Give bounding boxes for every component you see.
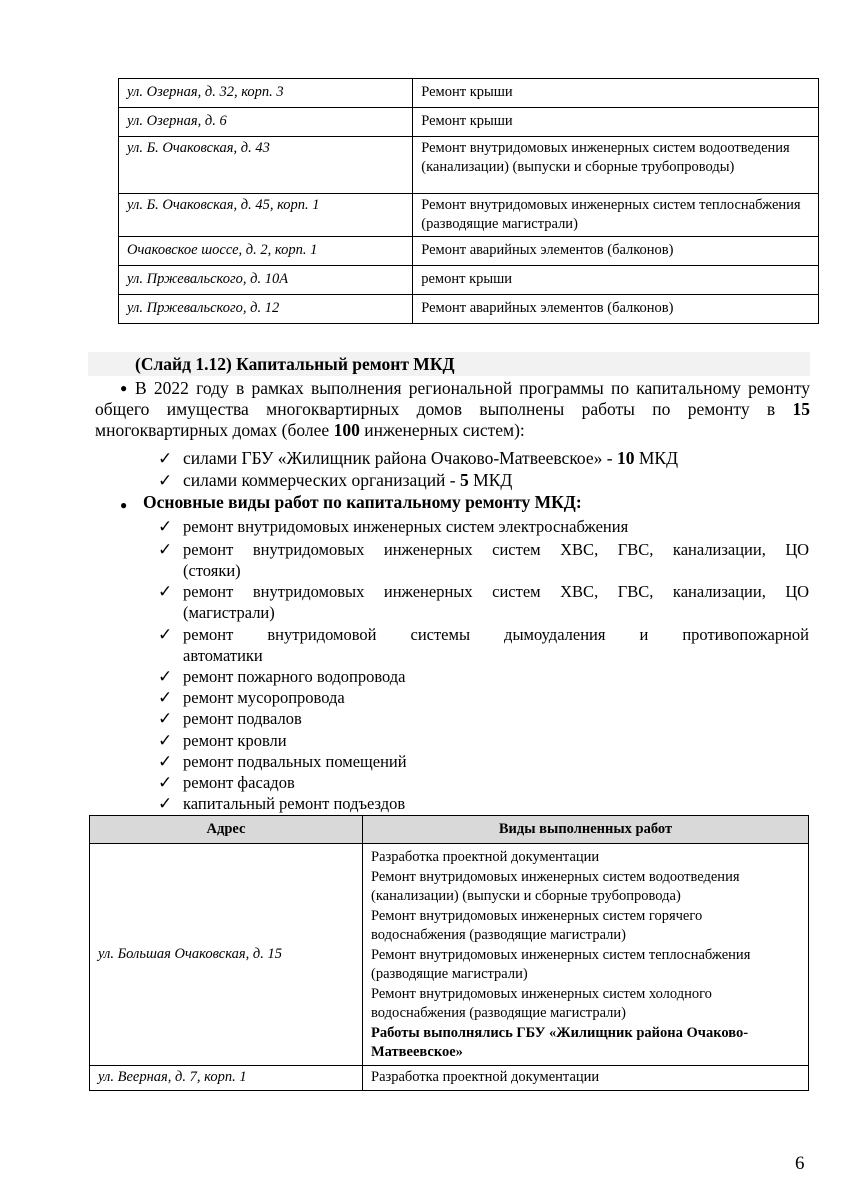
list-item: ремонт кровли <box>183 731 287 750</box>
contractor-note: Работы выполнялись ГБУ «Жилищник района Очаково-Матвеевское» <box>371 1024 749 1060</box>
bullet-icon: ● <box>120 381 128 395</box>
table-row <box>119 295 819 324</box>
table-row <box>90 844 809 1066</box>
work-cell: Разработка проектной документации <box>363 1065 809 1090</box>
types-heading: Основные виды работ по капитальному ремонту МКД: <box>143 492 582 512</box>
address-cell: ул. Веерная, д. 7, корп. 1 <box>90 1065 363 1090</box>
work-cell <box>363 844 809 1066</box>
work-line: Ремонт внутридомовых инженерных систем водоотведения (канализации) (выпуски и сборные трубопровода) <box>371 868 740 904</box>
table-row <box>119 79 819 108</box>
address-cell: ул. Озерная, д. 32, корп. 3 <box>119 79 413 108</box>
section-heading: (Слайд 1.12) Капитальный ремонт МКД <box>88 352 810 376</box>
address-cell: ул. Большая Очаковская, д. 15 <box>90 844 363 1066</box>
address-cell: ул. Пржевальского, д. 12 <box>119 295 413 324</box>
list-item: ремонт внутридомовых инженерных систем ХВС, ГВС, канализации, ЦО <box>183 582 809 601</box>
list-item-continuation: (магистрали) <box>183 603 275 622</box>
column-header-address: Адрес <box>90 816 363 844</box>
list-item: ремонт внутридомовых инженерных систем электроснабжения <box>183 517 629 536</box>
work-cell: Ремонт внутридомовых инженерных систем водоотведения (канализации) (выпуски и сборные трубопроводы) <box>413 137 819 194</box>
work-cell: Ремонт аварийных элементов (балконов) <box>413 237 819 266</box>
checkmark-icon: ✓ <box>158 471 173 490</box>
address-cell: ул. Б. Очаковская, д. 43 <box>119 137 413 194</box>
table-row <box>119 237 819 266</box>
top-works-table <box>118 78 819 324</box>
table-row <box>90 1065 809 1090</box>
checkmark-icon: ✓ <box>158 688 173 707</box>
table-row <box>119 108 819 137</box>
table-header-row <box>90 816 809 844</box>
work-line: Ремонт внутридомовых инженерных систем теплоснабжения (разводящие магистрали) <box>371 946 751 982</box>
checkmark-icon: ✓ <box>158 752 173 771</box>
address-cell: Очаковское шоссе, д. 2, корп. 1 <box>119 237 413 266</box>
page-number: 6 <box>795 1153 805 1174</box>
address-cell: ул. Пржевальского, д. 10А <box>119 266 413 295</box>
list-item-continuation: (стояки) <box>183 561 241 580</box>
checkmark-icon: ✓ <box>158 773 173 792</box>
checkmark-icon: ✓ <box>158 709 173 728</box>
list-item: силами ГБУ «Жилищник района Очаково-Матвеевское» - 10 МКД <box>183 448 679 468</box>
checkmark-icon: ✓ <box>158 517 173 536</box>
work-cell: Ремонт крыши <box>413 79 819 108</box>
table-row <box>119 266 819 295</box>
checkmark-icon: ✓ <box>158 540 173 559</box>
work-line: Ремонт внутридомовых инженерных систем горячего водоснабжения (разводящие магистрали) <box>371 907 703 943</box>
address-cell: ул. Озерная, д. 6 <box>119 108 413 137</box>
column-header-work: Виды выполненных работ <box>363 816 809 844</box>
checkmark-icon: ✓ <box>158 625 173 644</box>
checkmark-icon: ✓ <box>158 449 173 468</box>
work-line: Ремонт внутридомовых инженерных систем холодного водоснабжения (разводящие магистрали) <box>371 985 712 1021</box>
list-item: ремонт фасадов <box>183 773 295 792</box>
table-row <box>119 137 819 194</box>
work-line: Разработка проектной документации <box>371 849 600 865</box>
list-item: ремонт подвалов <box>183 709 302 728</box>
work-cell: Ремонт аварийных элементов (балконов) <box>413 295 819 324</box>
checkmark-icon: ✓ <box>158 582 173 601</box>
checkmark-icon: ✓ <box>158 731 173 750</box>
list-item: силами коммерческих организаций - 5 МКД <box>183 470 513 490</box>
work-cell: ремонт крыши <box>413 266 819 295</box>
list-item: ремонт мусоропровода <box>183 688 345 707</box>
checkmark-icon: ✓ <box>158 667 173 686</box>
work-cell: Ремонт крыши <box>413 108 819 137</box>
bullet-icon: ● <box>120 498 128 512</box>
checkmark-icon: ✓ <box>158 794 173 813</box>
list-item: ремонт подвальных помещений <box>183 752 407 771</box>
table-row <box>119 194 819 237</box>
list-item: ремонт пожарного водопровода <box>183 667 406 686</box>
work-cell: Ремонт внутридомовых инженерных систем теплоснабжения (разводящие магистрали) <box>413 194 819 237</box>
intro-paragraph: ● В 2022 году в рамках выполнения региональной программы по капитальному ремонту общего имущества многоквартирных домов выполнены работы по ремонту в 15 многоквартирных домах (более 100 инженерных систем): <box>95 378 810 440</box>
address-cell: ул. Б. Очаковская, д. 45, корп. 1 <box>119 194 413 237</box>
list-item: капитальный ремонт подъездов <box>183 794 406 813</box>
list-item: ремонт внутридомовой системы дымоудаления и противопожарной <box>183 625 809 644</box>
list-item-continuation: автоматики <box>183 646 263 665</box>
list-item: ремонт внутридомовых инженерных систем ХВС, ГВС, канализации, ЦО <box>183 540 809 559</box>
bottom-works-table <box>89 815 809 1091</box>
